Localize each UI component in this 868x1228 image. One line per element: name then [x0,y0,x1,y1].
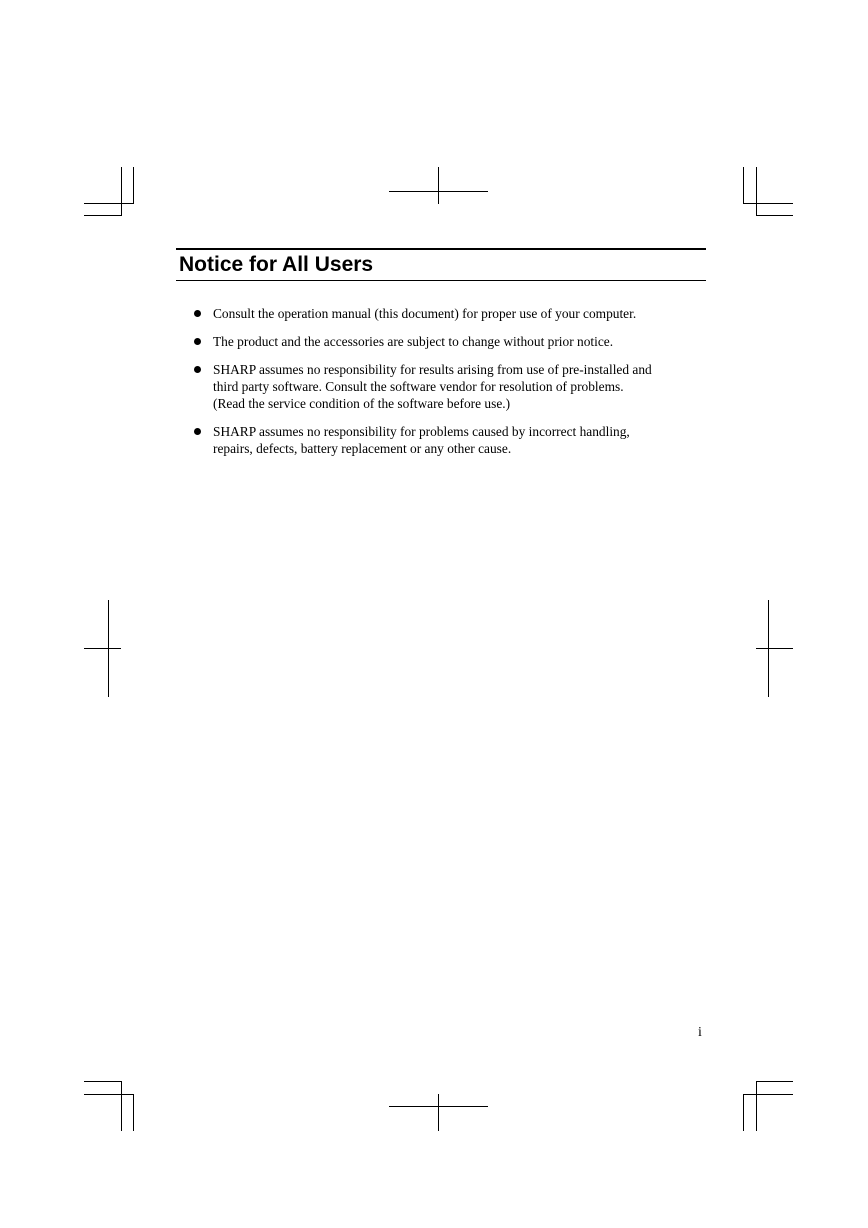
crop-mark-line [84,203,134,204]
crop-mark-line [84,648,121,649]
crop-mark-line [84,1081,121,1082]
bullet-icon [194,428,201,435]
crop-mark-line [768,600,769,697]
notice-text-line: (Read the service condition of the software before use.) [213,396,511,411]
notice-item [190,305,710,322]
notice-text-line: The product and the accessories are subject to change without prior notice. [213,334,614,349]
bullet-icon [194,338,201,345]
crop-mark-line [743,203,793,204]
notice-item [190,361,710,412]
notice-text-line: Consult the operation manual (this document) for proper use of your computer. [213,306,637,321]
crop-mark-line [756,167,757,216]
bullet-icon [194,310,201,317]
notice-text-line: SHARP assumes no responsibility for results arising from use of pre-installed and [213,362,652,377]
crop-mark-line [438,1094,439,1131]
notice-text-line: third party software. Consult the software vendor for resolution of problems. [213,379,624,394]
crop-mark-line [121,167,122,216]
page-heading: Notice for All Users [179,253,374,276]
heading-rule-bottom [176,280,706,281]
crop-mark-line [743,1094,744,1131]
crop-mark-line [84,1094,134,1095]
crop-mark-line [756,215,793,216]
notice-item [190,423,710,457]
crop-mark-line [756,648,793,649]
heading-rule-top [176,248,706,250]
crop-mark-line [108,600,109,697]
crop-mark-line [121,1081,122,1131]
crop-mark-line [438,167,439,204]
crop-mark-line [743,167,744,204]
notice-text-line: SHARP assumes no responsibility for problems caused by incorrect handling, [213,424,630,439]
notice-text-line: repairs, defects, battery replacement or any other cause. [213,441,512,456]
bullet-icon [194,366,201,373]
notice-list [190,305,710,468]
crop-mark-line [743,1094,793,1095]
crop-mark-line [756,1081,793,1082]
crop-mark-line [133,1094,134,1131]
crop-mark-line [84,215,121,216]
crop-mark-line [756,1081,757,1131]
notice-item [190,333,710,350]
crop-mark-line [133,167,134,204]
page-number: i [698,1025,702,1040]
